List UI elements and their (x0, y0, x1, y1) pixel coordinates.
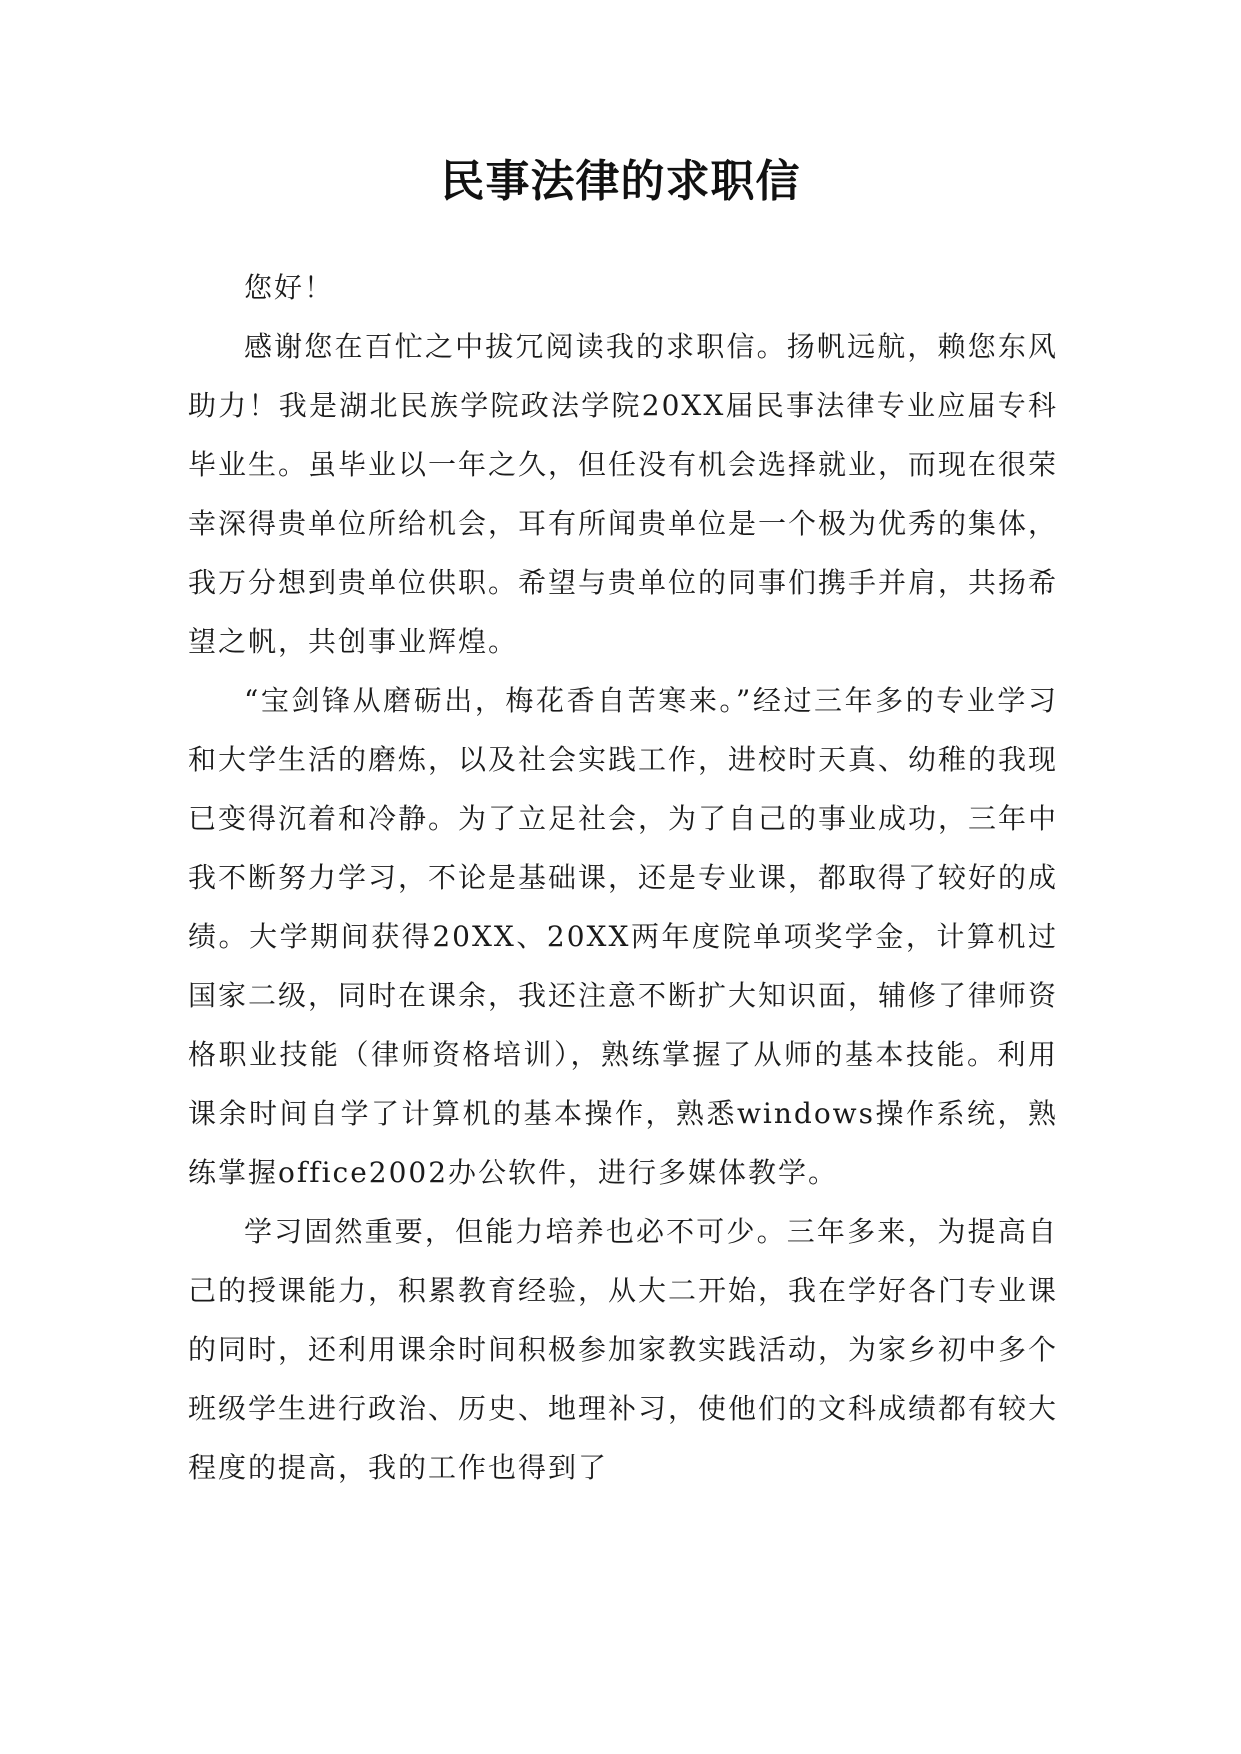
document-body (188, 258, 1058, 1497)
body-paragraph-3: 学习固然重要，但能力培养也必不可少。三年多来，为提高自己的授课能力，积累教育经验，从大二开始，我在学好各门专业课的同时，还利用课余时间积极参加家教实践活动，为家乡初中多个班级学生进行政治、历史、地理补习，使他们的文科成绩都有较大程度的提高，我的工作也得到了 (188, 1215, 1059, 1484)
greeting-paragraph: 您好！ (244, 271, 335, 304)
body-paragraph-1: 感谢您在百忙之中拔冗阅读我的求职信。扬帆远航，赖您东风助力！我是湖北民族学院政法学院20XX届民事法律专业应届专科毕业生。虽毕业以一年之久，但任没有机会选择就业，而现在很荣幸深得贵单位所给机会，耳有所闻贵单位是一个极为优秀的集体，我万分想到贵单位供职。希望与贵单位的同事们携手并肩，共扬希望之帆，共创事业辉煌。 (188, 330, 1059, 658)
document-title: 民事法律的求职信 (440, 156, 801, 207)
body-paragraph-2: “宝剑锋从磨砺出，梅花香自苦寒来。”经过三年多的专业学习和大学生活的磨炼，以及社会实践工作，进校时天真、幼稚的我现已变得沉着和冷静。为了立足社会，为了自己的事业成功，三年中我不断努力学习，不论是基础课，还是专业课，都取得了较好的成绩。大学期间获得20XX、20XX两年度院单项奖学金，计算机过国家二级，同时在课余，我还注意不断扩大知识面，辅修了律师资格职业技能（律师资格培训），熟练掌握了从师的基本技能。利用课余时间自学了计算机的基本操作，熟悉windows操作系统，熟练掌握office2002办公软件，进行多媒体教学。 (188, 684, 1059, 1189)
